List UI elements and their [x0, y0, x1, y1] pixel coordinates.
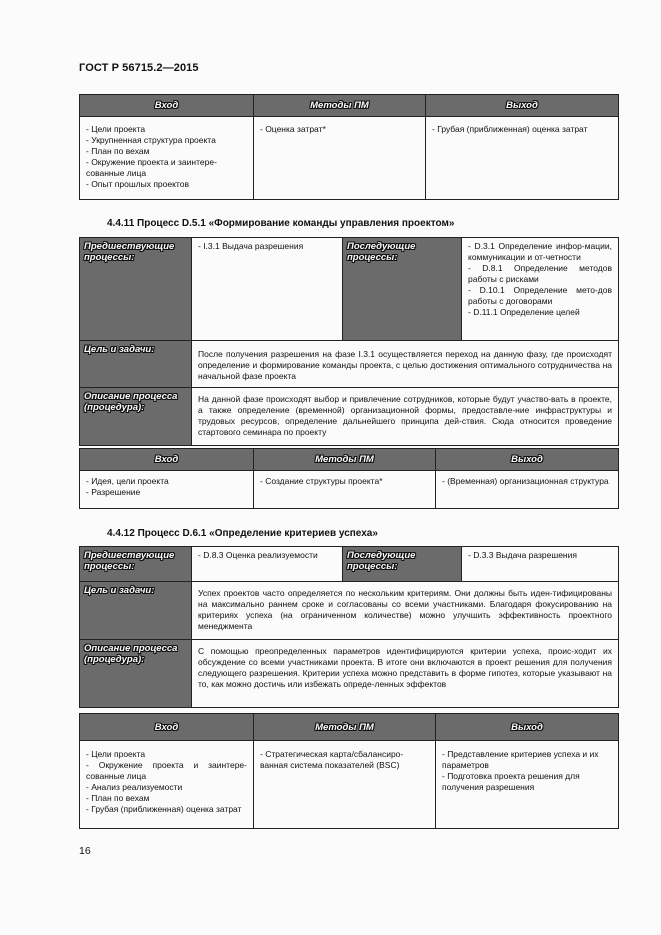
description-label: Описание процесса (процедура): — [80, 640, 192, 708]
list-item: - Окружение проекта и заинтере-сованные лица — [86, 157, 217, 178]
output-cell — [436, 741, 619, 829]
column-header-methods: Методы ПМ — [254, 714, 436, 741]
list-item: - D.8.3 Оценка реализуемости — [198, 550, 318, 560]
goal-label: Цель и задачи: — [80, 341, 192, 388]
successors-label: Последующие процессы: — [343, 547, 462, 582]
goal-text: Успех проектов часто определяется по нескольким критериям. Они должны быть иден-тифицированы на максимально раннем сроке и согласованы со всеми участниками. Благодаря фокусированию на критериях успеха (на ограниченном количестве) можно улучшить эффективность проектного менеджмента — [192, 582, 619, 640]
methods-cell — [254, 471, 436, 509]
list-item: - Опыт прошлых проектов — [86, 179, 189, 189]
predecessors-cell — [192, 238, 343, 341]
list-item: - План по вехам — [86, 793, 150, 803]
list-item: - Создание структуры проекта* — [260, 476, 383, 486]
list-item: - D.3.3 Выдача разрешения — [468, 550, 577, 560]
goal-text: После получения разрешения на фазе I.3.1 осуществляется переход на данную фазу, где происходят определение и формирование команды проекта, с целью достижения оптимального сотрудничества на начальной фазе проекта — [192, 341, 619, 388]
input-cell — [80, 117, 254, 200]
goal-label: Цель и задачи: — [80, 582, 192, 640]
list-item: - Грубая (приближенная) оценка затрат — [432, 124, 588, 134]
description-text: На данной фазе происходят выбор и привлечение сотрудников, которые будут участво-вать в проекте, а также определение (временной) организационной формы, предоставле-ние инфраструктуры и трудовых ресурсов, определение дальнейшего принципа дей-ствия. Сюда относится проведение стартового семинара по проекту — [192, 388, 619, 446]
list-item: - D.3.1 Определение инфор-мации, коммуникации и от-четности — [468, 241, 612, 262]
list-item: - Идея, цели проекта — [86, 476, 169, 486]
methods-cell — [254, 117, 426, 200]
column-header-output: Выход — [436, 714, 619, 741]
page-number: 16 — [79, 845, 91, 857]
list-item: - Оценка затрат* — [260, 124, 326, 134]
io-table-d61 — [79, 713, 619, 829]
column-header-methods: Методы ПМ — [254, 449, 436, 471]
list-item: - Представление критериев успеха и их параметров — [442, 749, 599, 770]
methods-cell — [254, 741, 436, 829]
description-text: С помощью преопределенных параметров идентифицируются критерии успеха, проис-ходит их обсуждение со всеми участниками проекта. В итоге они включаются в проект решения для получения следующего разрешения. Критерии успеха можно представить в форме гипотез, которые указывают на то, как можно достичь или избежать опреде-ленных эффектов — [192, 640, 619, 708]
standard-header: ГОСТ Р 56715.2—2015 — [79, 62, 199, 74]
list-item: - Грубая (приближенная) оценка затрат — [86, 804, 242, 814]
column-header-output: Выход — [436, 449, 619, 471]
successors-cell — [462, 547, 619, 582]
output-cell — [426, 117, 619, 200]
section-heading-4-4-11: 4.4.11 Процесс D.5.1 «Формирование команды управления проектом» — [107, 218, 455, 229]
list-item: - Подготовка проекта решения для получения разрешения — [442, 771, 580, 792]
list-item: - План по вехам — [86, 146, 150, 156]
section-heading-4-4-12: 4.4.12 Процесс D.6.1 «Определение критериев успеха» — [107, 528, 378, 539]
successors-label: Последующие процессы: — [343, 238, 462, 341]
output-cell — [436, 471, 619, 509]
input-cell — [80, 741, 254, 829]
description-label: Описание процесса (процедура): — [80, 388, 192, 446]
column-header-input: Вход — [80, 449, 254, 471]
process-table-d51 — [79, 237, 619, 446]
input-cell — [80, 471, 254, 509]
list-item: - Анализ реализуемости — [86, 782, 183, 792]
io-table-d51 — [79, 448, 619, 509]
list-item: - (Временная) организационная структура — [442, 476, 609, 486]
list-item: - Укрупненная структура проекта — [86, 135, 216, 145]
list-item: - I.3.1 Выдача разрешения — [198, 241, 304, 251]
list-item: - Цели проекта — [86, 749, 146, 759]
predecessors-label: Предшествующие процессы: — [80, 238, 192, 341]
list-item: - D.11.1 Определение целей — [468, 307, 580, 317]
list-item: - Окружение проекта и заинтере-сованные лица — [86, 760, 247, 781]
io-table-top — [79, 94, 619, 200]
column-header-output: Выход — [426, 95, 619, 117]
column-header-input: Вход — [80, 95, 254, 117]
list-item: - Разрешение — [86, 487, 141, 497]
list-item: - Цели проекта — [86, 124, 146, 134]
predecessors-label: Предшествующие процессы: — [80, 547, 192, 582]
predecessors-cell — [192, 547, 343, 582]
column-header-input: Вход — [80, 714, 254, 741]
successors-cell — [462, 238, 619, 341]
list-item: - D.8.1 Определение методов работы с рисками — [468, 263, 612, 284]
list-item: - Стратегическая карта/сбалансиро-ванная система показателей (BSC) — [260, 749, 404, 770]
list-item: - D.10.1 Определение мето-дов работы с договорами — [468, 285, 612, 306]
column-header-methods: Методы ПМ — [254, 95, 426, 117]
process-table-d61 — [79, 546, 619, 708]
